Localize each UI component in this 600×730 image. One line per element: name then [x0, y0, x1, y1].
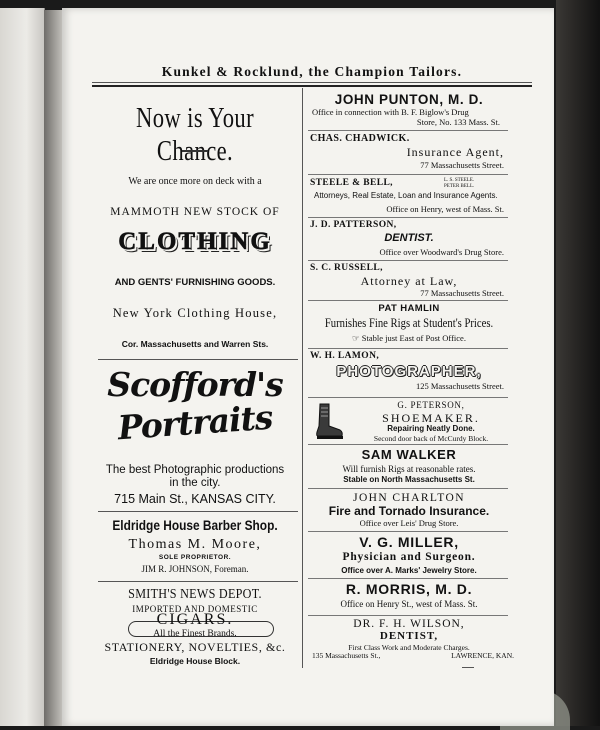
miller-role: Physician and Surgeon. — [342, 551, 476, 563]
steele-line1: Attorneys, Real Estate, Loan and Insurance Agents. — [314, 191, 498, 200]
ad-separator — [308, 444, 508, 445]
bell-partner: PETER BELL. — [444, 183, 475, 189]
scofford-name: Scofford's — [107, 365, 283, 404]
kunkel-house: New York Clothing House, — [112, 306, 278, 320]
steele-partners — [444, 178, 514, 189]
peterson-line2: Second door back of McCurdy Block. — [373, 434, 489, 443]
miller-address: Office over A. Marks' Jewelry Store. — [341, 566, 477, 575]
charlton-address: Office over Leis' Drug Store. — [359, 518, 459, 528]
column-divider-rule — [98, 511, 298, 512]
ad-separator — [308, 531, 508, 532]
closing-rule — [462, 667, 474, 668]
headline-underline — [182, 150, 208, 152]
punton-name: JOHN PUNTON, M. D. — [334, 92, 484, 107]
news-cigars: CIGARS. — [156, 611, 234, 628]
ad-separator — [308, 578, 508, 579]
lamon-role: PHOTOGRAPHER, — [336, 363, 482, 380]
kunkel-address: Cor. Massachusetts and Warren Sts. — [121, 339, 269, 349]
punton-line1: Office in connection with B. F. Biglow's Drug — [312, 107, 469, 117]
news-stationery: STATIONERY, NOVELTIES, &c. — [104, 640, 286, 654]
ad-separator — [308, 260, 508, 261]
header-rule — [92, 82, 532, 83]
ad-separator — [308, 348, 508, 349]
hamlin-stable-row — [304, 333, 514, 344]
ad-separator — [308, 174, 508, 175]
barber-foreman: JIM R. JOHNSON, Foreman. — [141, 564, 249, 574]
news-block: Eldridge House Block. — [149, 656, 241, 666]
news-title: SMITH'S NEWS DEPOT. — [128, 586, 262, 601]
peterson-role: SHOEMAKER. — [382, 411, 480, 425]
charlton-role: Fire and Tornado Insurance. — [328, 504, 490, 518]
hamlin-line: Furnishes Fine Rigs at Student's Prices. — [324, 315, 494, 330]
charlton-name: JOHN CHARLTON — [353, 492, 465, 504]
scofford-portraits: Portraits — [116, 397, 274, 448]
book-cover-edge — [556, 0, 600, 726]
wilson-line3: LAWRENCE, KAN. — [451, 651, 514, 660]
chadwick-address: 77 Massachusetts Street. — [420, 160, 504, 170]
chadwick-role: Insurance Agent, — [406, 145, 504, 159]
ad-separator — [308, 217, 508, 218]
scofford-address: 715 Main St., KANSAS CITY. — [114, 492, 276, 506]
chadwick-name: CHAS. CHADWICK. — [310, 133, 410, 144]
walker-line1: Will furnish Rigs at reasonable rates. — [342, 464, 476, 474]
russell-name: S. C. RUSSELL, — [310, 263, 383, 273]
barber-owner: Thomas M. Moore, — [128, 537, 262, 552]
wilson-role: DENTIST, — [379, 630, 439, 642]
russell-address: 77 Massachusetts Street. — [420, 288, 504, 298]
scofford-description: The best Photographic productions in the city. — [105, 464, 285, 489]
punton-line2: Store, No. 133 Mass. St. — [416, 117, 500, 127]
lamon-name: W. H. LAMON, — [310, 351, 380, 361]
hamlin-stable: Stable just East of Post Office. — [361, 333, 466, 343]
wilson-name: DR. F. H. WILSON, — [353, 618, 465, 630]
column-divider-rule — [98, 359, 298, 360]
patterson-address: Office over Woodward's Drug Store. — [379, 247, 504, 257]
steele-partner: L. S. STEELE. — [444, 178, 475, 183]
kunkel-clothing: CLOTHING — [118, 228, 272, 255]
news-brands: All the Finest Brands. — [153, 629, 237, 639]
pointing-hand-icon: ☞ — [352, 333, 360, 343]
wilson-line1: First Class Work and Moderate Charges. — [348, 643, 470, 652]
morris-address: Office on Henry St., west of Mass. St. — [340, 599, 478, 609]
peterson-line1: Repairing Neatly Done. — [387, 424, 475, 433]
lamon-address: 125 Massachusetts Street. — [415, 381, 504, 391]
news-imported: IMPORTED AND DOMESTIC — [132, 604, 258, 614]
peterson-name: G. PETERSON, — [397, 400, 465, 410]
ad-separator — [308, 615, 508, 616]
miller-name: V. G. MILLER, — [359, 534, 459, 550]
kunkel-headline: Now is Your Chance. — [135, 102, 255, 167]
barber-title: Eldridge House Barber Shop. — [112, 517, 278, 533]
kunkel-furnishing: AND GENTS' FURNISHING GOODS. — [114, 277, 276, 288]
advertisement-page — [62, 8, 554, 726]
patterson-name: J. D. PATTERSON, — [310, 220, 397, 230]
walker-name: SAM WALKER — [361, 447, 457, 462]
patterson-role: DENTIST. — [384, 232, 434, 244]
russell-role: Attorney at Law, — [360, 274, 458, 288]
book-gutter — [44, 10, 64, 726]
steele-line2: Office on Henry, west of Mass. St. — [386, 204, 504, 214]
wilson-line2: 135 Massachusetts St., — [312, 651, 381, 660]
ad-separator — [308, 488, 508, 489]
ad-separator — [308, 397, 508, 398]
kunkel-stock: MAMMOTH NEW STOCK OF — [110, 206, 280, 218]
ad-separator — [308, 300, 508, 301]
header-rule-thick — [92, 85, 532, 87]
morris-name: R. MORRIS, M. D. — [345, 581, 473, 597]
hamlin-name: PAT HAMLIN — [378, 303, 440, 314]
column-divider-rule — [98, 581, 298, 582]
steele-name: STEELE & BELL, — [310, 178, 393, 188]
column-vertical-rule — [302, 88, 303, 668]
walker-line2: Stable on North Massachusetts St. — [343, 475, 475, 484]
page-header: Kunkel & Rocklund, the Champion Tailors. — [161, 64, 463, 79]
boot-icon — [312, 402, 344, 440]
facing-page-edge — [0, 8, 45, 726]
kunkel-intro: We are once more on deck with a — [128, 176, 262, 187]
ad-separator — [308, 130, 508, 131]
barber-role: SOLE PROPRIETOR. — [158, 554, 232, 561]
